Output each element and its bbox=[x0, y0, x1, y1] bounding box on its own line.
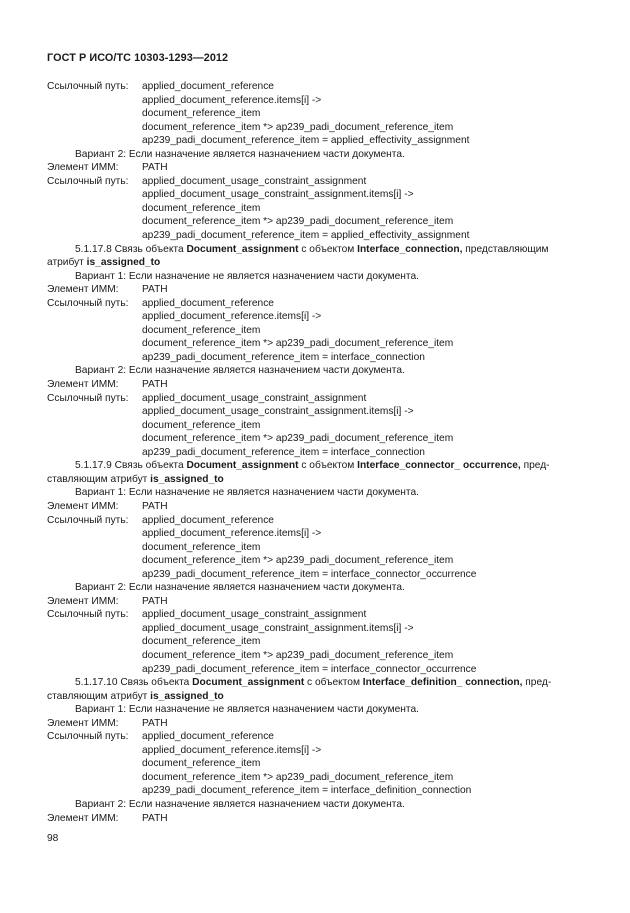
heading-text: пред- bbox=[522, 677, 552, 689]
mapping-value: applied_document_usage_constraint_assignment bbox=[142, 392, 367, 404]
mapping-label: Элемент ИММ: bbox=[47, 812, 119, 824]
mapping-label: Элемент ИММ: bbox=[47, 500, 119, 512]
mapping-path-continuation: document_reference_item *> ap239_padi_document_reference_item bbox=[142, 649, 454, 661]
mapping-line bbox=[47, 730, 587, 744]
mapping-value: PATH bbox=[142, 500, 168, 512]
mapping-path-continuation: document_reference_item bbox=[142, 636, 261, 648]
mapping-label: Ссылочный путь: bbox=[47, 81, 129, 92]
mapping-label: Элемент ИММ: bbox=[47, 717, 119, 729]
mapping-line bbox=[47, 378, 587, 392]
mapping-path-continuation: document_reference_item bbox=[142, 108, 261, 120]
variant-line: Вариант 2: Если назначение является назначением части документа. bbox=[75, 582, 405, 594]
page-number: 98 bbox=[47, 833, 59, 844]
mapping-path-continuation: ap239_padi_document_reference_item = applied_effectivity_assignment bbox=[142, 230, 470, 242]
mapping-line bbox=[47, 392, 587, 406]
mapping-value: PATH bbox=[142, 284, 168, 296]
heading-entity: Document_assignment bbox=[186, 243, 299, 255]
mapping-value: PATH bbox=[142, 162, 168, 174]
mapping-line bbox=[47, 161, 587, 175]
variant-line: Вариант 1: Если назначение не является назначением части документа. bbox=[75, 487, 419, 499]
heading-target-entity: Interface_connection, bbox=[357, 243, 463, 255]
mapping-path-continuation: applied_document_usage_constraint_assignment.items[i] -> bbox=[142, 622, 414, 634]
section-heading-continuation bbox=[47, 473, 587, 487]
mapping-label: Элемент ИММ: bbox=[47, 379, 119, 391]
mapping-label: Элемент ИММ: bbox=[47, 595, 119, 607]
heading-target-entity: Interface_connector_ occurrence, bbox=[357, 460, 521, 472]
mapping-path-continuation: ap239_padi_document_reference_item = interface_connection bbox=[142, 351, 425, 363]
heading-text: 5.1.17.8 Связь объекта bbox=[75, 243, 187, 255]
mapping-line bbox=[47, 175, 587, 189]
mapping-path-continuation: ap239_padi_document_reference_item = applied_effectivity_assignment bbox=[142, 135, 470, 147]
page-header-title: ГОСТ Р ИСО/ТС 10303-1293—2012 bbox=[47, 52, 229, 64]
mapping-path-continuation: applied_document_reference.items[i] -> bbox=[142, 744, 322, 756]
mapping-path-continuation: ap239_padi_document_reference_item = interface_connector_occurrence bbox=[142, 663, 477, 675]
variant-line: Вариант 2: Если назначение является назначением части документа. bbox=[75, 148, 405, 160]
heading-text: ставляющим атрибут bbox=[47, 690, 151, 702]
mapping-line bbox=[47, 500, 587, 514]
mapping-path-continuation: ap239_padi_document_reference_item = interface_definition_connection bbox=[142, 785, 472, 797]
mapping-line bbox=[47, 297, 587, 311]
mapping-value: applied_document_reference bbox=[142, 731, 274, 743]
heading-text: представляющим bbox=[462, 243, 549, 255]
heading-text: пред- bbox=[520, 460, 550, 472]
mapping-value: PATH bbox=[142, 812, 168, 824]
heading-text: с объектом bbox=[304, 677, 363, 689]
mapping-line bbox=[47, 812, 587, 826]
mapping-path-continuation: document_reference_item *> ap239_padi_document_reference_item bbox=[142, 121, 454, 133]
heading-target-entity: Interface_definition_ connection, bbox=[362, 677, 523, 689]
mapping-label: Ссылочный путь: bbox=[47, 609, 129, 621]
mapping-path-continuation: document_reference_item bbox=[142, 758, 261, 770]
document-body bbox=[47, 80, 587, 825]
heading-text: с объектом bbox=[298, 243, 358, 255]
mapping-path-continuation: applied_document_usage_constraint_assignment.items[i] -> bbox=[142, 189, 414, 201]
section-heading bbox=[47, 459, 587, 473]
mapping-label: Ссылочный путь: bbox=[47, 297, 129, 309]
mapping-value: PATH bbox=[142, 379, 168, 391]
mapping-path-continuation: document_reference_item *> ap239_padi_document_reference_item bbox=[142, 771, 454, 783]
mapping-path-continuation: document_reference_item *> ap239_padi_document_reference_item bbox=[142, 555, 454, 567]
mapping-path-continuation: ap239_padi_document_reference_item = interface_connection bbox=[142, 446, 425, 458]
mapping-value: PATH bbox=[142, 717, 168, 729]
section-heading-continuation bbox=[47, 256, 587, 270]
mapping-path-continuation: ap239_padi_document_reference_item = interface_connector_occurrence bbox=[142, 568, 477, 580]
mapping-path-continuation: document_reference_item *> ap239_padi_document_reference_item bbox=[142, 216, 454, 228]
variant-line: Вариант 2: Если назначение является назначением части документа. bbox=[75, 365, 405, 377]
mapping-path-continuation: document_reference_item bbox=[142, 324, 261, 336]
variant-line: Вариант 2: Если назначение является назначением части документа. bbox=[75, 798, 405, 810]
mapping-path-continuation: applied_document_reference.items[i] -> bbox=[142, 528, 322, 540]
mapping-line bbox=[47, 80, 587, 94]
mapping-line bbox=[47, 283, 587, 297]
mapping-value: applied_document_usage_constraint_assignment bbox=[142, 175, 367, 187]
mapping-label: Ссылочный путь: bbox=[47, 731, 129, 743]
mapping-value: applied_document_usage_constraint_assignment bbox=[142, 609, 367, 621]
mapping-path-continuation: document_reference_item bbox=[142, 202, 261, 214]
mapping-value: applied_document_reference bbox=[142, 81, 274, 92]
heading-text: атрибут bbox=[47, 257, 87, 269]
mapping-path-continuation: applied_document_reference.items[i] -> bbox=[142, 311, 322, 323]
heading-text: ставляющим атрибут bbox=[47, 473, 151, 485]
mapping-label: Ссылочный путь: bbox=[47, 175, 129, 187]
mapping-path-continuation: document_reference_item *> ap239_padi_document_reference_item bbox=[142, 433, 454, 445]
mapping-path-continuation: document_reference_item bbox=[142, 419, 261, 431]
heading-text: с объектом bbox=[298, 460, 358, 472]
mapping-label: Элемент ИММ: bbox=[47, 162, 119, 174]
mapping-line bbox=[47, 717, 587, 731]
variant-line: Вариант 1: Если назначение не является назначением части документа. bbox=[75, 704, 419, 716]
heading-attribute: is_assigned_to bbox=[150, 690, 224, 702]
heading-text: 5.1.17.10 Связь объекта bbox=[75, 677, 193, 689]
mapping-path-continuation: document_reference_item *> ap239_padi_document_reference_item bbox=[142, 338, 454, 350]
mapping-line bbox=[47, 608, 587, 622]
section-heading bbox=[47, 243, 587, 257]
mapping-value: applied_document_reference bbox=[142, 514, 274, 526]
section-heading-continuation bbox=[47, 690, 587, 704]
mapping-path-continuation: applied_document_reference.items[i] -> bbox=[142, 94, 322, 106]
heading-attribute: is_assigned_to bbox=[86, 257, 161, 269]
heading-entity: Document_assignment bbox=[186, 460, 299, 472]
mapping-line bbox=[47, 595, 587, 609]
section-heading bbox=[47, 676, 587, 690]
mapping-path-continuation: applied_document_usage_constraint_assignment.items[i] -> bbox=[142, 406, 414, 418]
mapping-value: applied_document_reference bbox=[142, 297, 274, 309]
mapping-label: Ссылочный путь: bbox=[47, 514, 129, 526]
heading-text: 5.1.17.9 Связь объекта bbox=[75, 460, 187, 472]
mapping-value: PATH bbox=[142, 595, 168, 607]
heading-entity: Document_assignment bbox=[192, 677, 305, 689]
mapping-path-continuation: document_reference_item bbox=[142, 541, 261, 553]
variant-line: Вариант 1: Если назначение не является назначением части документа. bbox=[75, 270, 419, 282]
mapping-line bbox=[47, 514, 587, 528]
mapping-label: Ссылочный путь: bbox=[47, 392, 129, 404]
heading-attribute: is_assigned_to bbox=[150, 473, 224, 485]
mapping-label: Элемент ИММ: bbox=[47, 284, 119, 296]
